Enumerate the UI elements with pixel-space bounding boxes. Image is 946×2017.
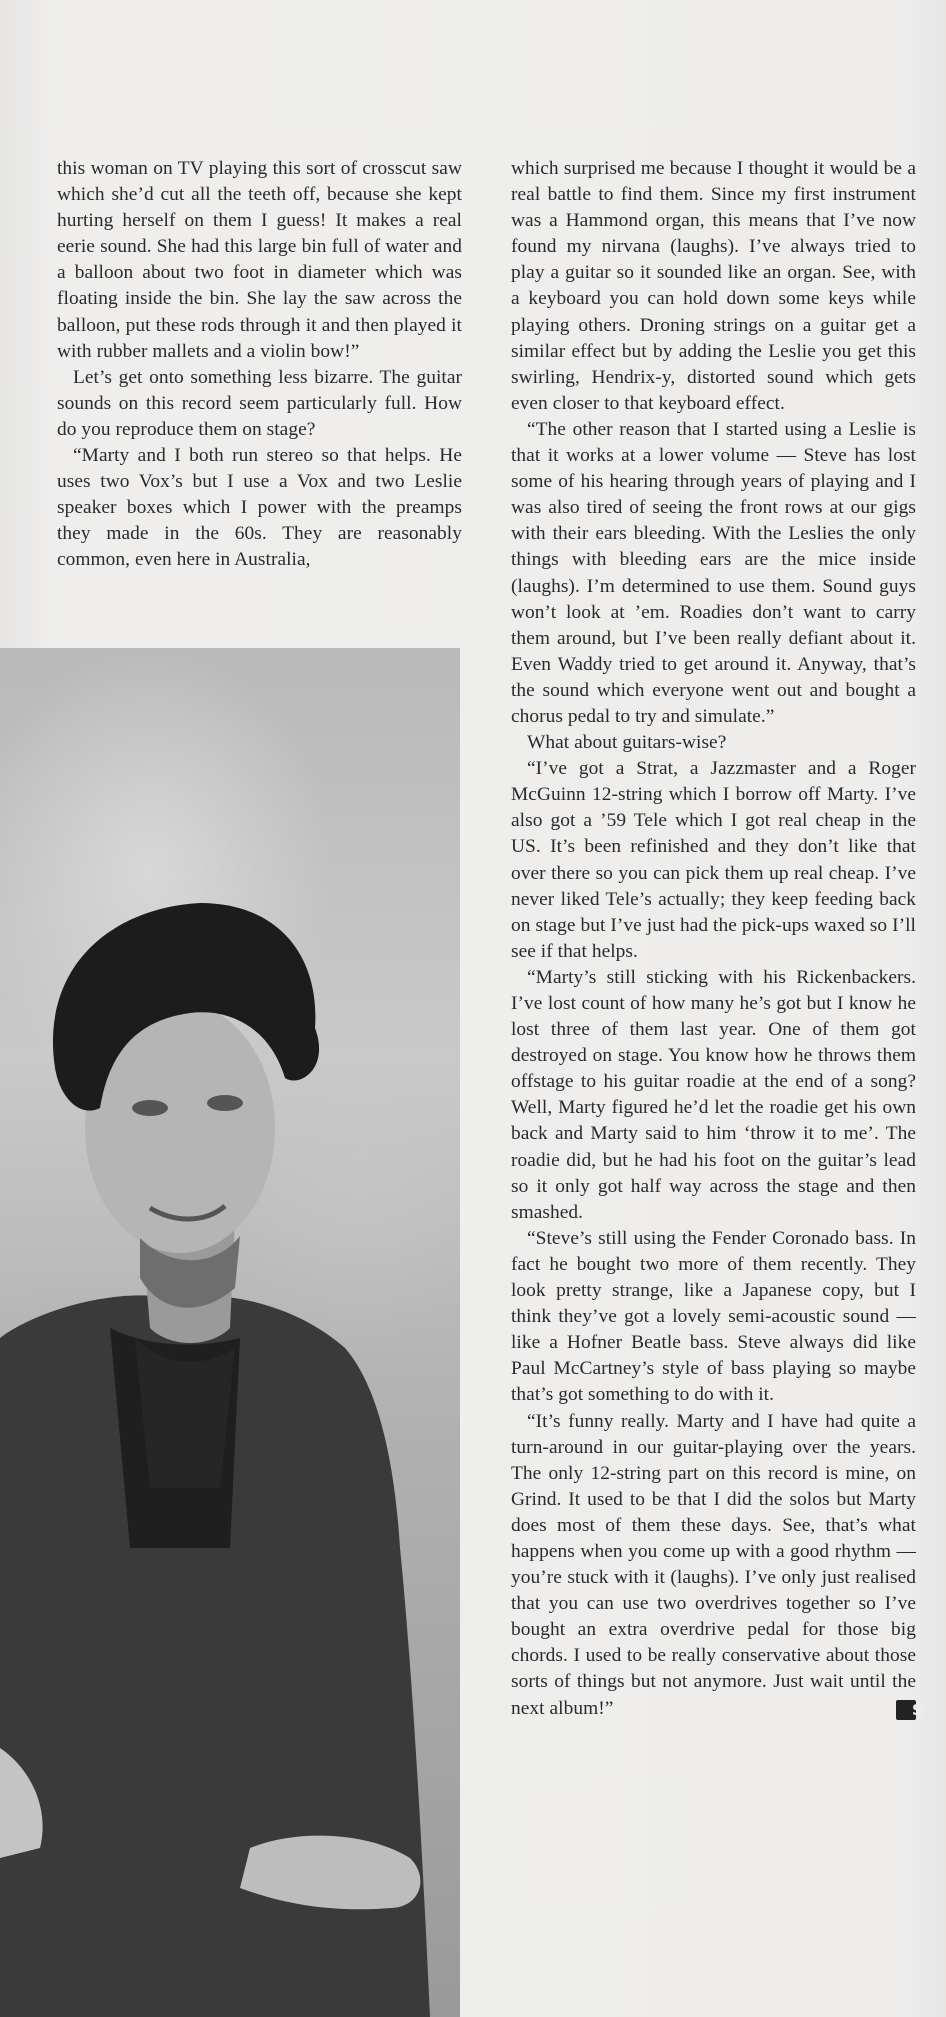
paragraph: “Steve’s still using the Fender Coronado bass. In fact he bought two more of them recently. They look pretty strange, like a Japanese copy, but I think they’ve got a lovely semi-acoustic sound — like a Hofner Beatle bass. Steve always did like Paul McCartney’s style of bass playing so maybe that’s got something to do with it. [511,1227,916,1406]
portrait-illustration [0,648,460,2017]
paragraph: this woman on TV playing this sort of crosscut saw which she’d cut all the teeth off, because she kept hurting herself on them I guess! It makes a real eerie sound. She had this large bin full of water and a balloon about two foot in diameter which was floating inside the bin. She lay the saw across the balloon, put these rods through it and then played it with rubber mallets and a violin bow!” [57,158,462,362]
paragraph-final [511,1409,923,1722]
article-column-right [511,156,923,1722]
end-of-article-mark: S [896,1700,916,1720]
paragraph: “Marty and I both run stereo so that helps. He uses two Vox’s but I use a Vox and two Leslie speaker boxes which I power with the preamps they made in the 60s. They are reasonably common, even here in Australia, [57,445,462,571]
paragraph: “I’ve got a Strat, a Jazzmaster and a Roger McGuinn 12-string which I borrow off Marty. I’ve also got a ’59 Tele which I got real cheap in the US. It’s been refinished and they don’t like that over there so you can pick them up real cheap. I’ve never liked Tele’s actually; they keep feeding back on stage but I’ve just had the pick-ups waxed so I’ll see if that helps. [511,758,916,962]
paragraph: “Marty’s still sticking with his Rickenbackers. I’ve lost count of how many he’s got but I know he lost three of them last year. One of them got destroyed on stage. You know how he throws them offstage to his guitar roadie at the end of a song? Well, Marty figured he’d let the roadie get his own back and Marty said to him ‘throw it to me’. The roadie did, but he had his foot on the guitar’s lead so it only got half way across the stage and then smashed. [511,966,916,1223]
paragraph: What about guitars-wise? [527,732,727,754]
article-column-left [57,156,462,574]
paragraph-final-text: “It’s funny really. Marty and I have had quite a turn-around in our guitar-playing over the years. The only 12-string part on this record is mine, on Grind. It used to be that I did the solos but Marty does most of them these days. See, that’s what happens when you come up with a good rhythm — you’re stuck with it (laughs). I’ve only just realised that you can use two overdrives together so I’ve bought an extra overdrive pedal for those big chords. I used to be really conservative about those sorts of things but not anymore. Just wait until the next album!” [511,1410,916,1719]
paragraph: which surprised me because I thought it would be a real battle to find them. Since my first instrument was a Hammond organ, this means that I’ve now found my nirvana (laughs). I’ve always tried to play a guitar so it sounded like an organ. See, with a keyboard you can hold down some keys while playing others. Droning strings on a guitar get a similar effect but by adding the Leslie you get this swirling, Hendrix-y, distorted sound which gets even closer to that keyboard effect. [511,158,916,414]
portrait-photo [0,648,460,2017]
paragraph: Let’s get onto something less bizarre. The guitar sounds on this record seem particularly full. How do you reproduce them on stage? [57,366,462,440]
paragraph: “The other reason that I started using a Leslie is that it works at a lower volume — Steve has lost some of his hearing through years of playing and I was also tired of seeing the front rows at our gigs with their ears bleeding. With the Leslies the only things with bleeding ears are the mice inside (laughs). I’m determined to use them. Sound guys won’t look at ’em. Roadies don’t want to carry them around, but I’ve been really defiant about it. Even Waddy tried to get around it. Anyway, that’s the sound which everyone went out and bought a chorus pedal to try and simulate.” [511,418,916,727]
